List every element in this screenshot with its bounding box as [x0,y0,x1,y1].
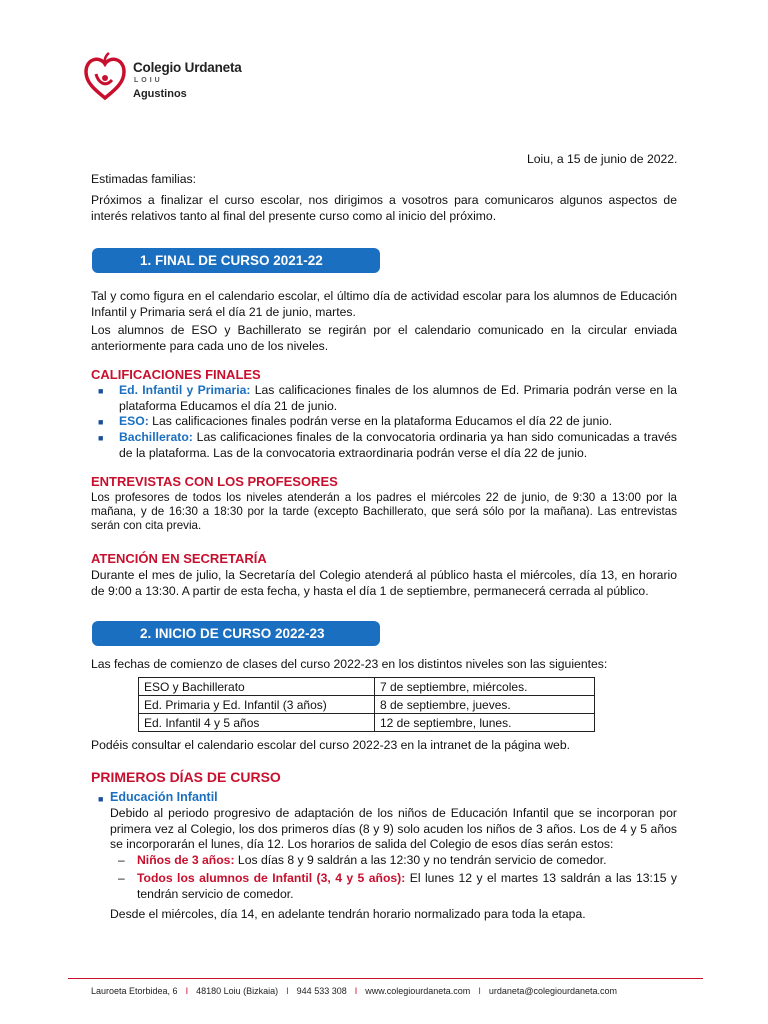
footer-email-link[interactable]: urdaneta@colegiourdaneta.com [488,986,618,996]
bullet-icon: ■ [98,433,104,443]
calificacion-text: Las calificaciones finales podrán verse en la plataforma Educamos el día 22 de junio. [148,414,613,428]
footer-address: Lauroeta Etorbidea, 6 [91,986,178,996]
logo-sub: LOIU [134,77,163,84]
footer-separator: I [354,986,358,996]
section-1-paragraph-1: Tal y como figura en el calendario escolar, el último día de actividad escolar para los alumnos de Educación Infantil y Primaria será el día 21 de junio, martes. [91,289,677,319]
primeros-text: Debido al periodo progresivo de adaptación de los niños de Educación Infantil que se incorporan por primera vez al Colegio, los dos primeros días (8 y 9) solo acuden los niños de 3 años. Los de 4 y 5 años se incorporarán el lunes, día 12. Los horarios de salida del Colegio de esos días serán estos: [110,806,677,851]
primeros-item-text: El lunes 12 y el martes 13 saldrán a las 13:15 y tendrán servicio de comedor. [137,871,678,901]
calificacion-item [119,383,677,414]
bullet-icon: ■ [98,417,104,427]
logo [78,50,132,104]
calificacion-item [119,414,677,430]
primeros-item [137,853,677,869]
greeting: Estimadas familias: [91,172,196,186]
dash-marker: – [118,871,125,885]
footer [91,986,617,996]
bullet-icon: ■ [98,794,104,804]
logo-name: Colegio Urdaneta [133,60,242,75]
secretaria-text: Durante el mes de julio, la Secretaría del Colegio atenderá al público hasta el miércoles, día 13, en horario de 9:00 a 13:30. A partir de esta fecha, y hasta el día 1 de septiembre, permanecerá cerrada al público. [91,568,677,598]
start-dates-table [138,677,595,732]
letter-date: Loiu, a 15 de junio de 2022. [527,152,678,166]
section-1-banner: 1. FINAL DE CURSO 2021-22 [92,248,380,273]
calificacion-text: Las calificaciones finales de los alumnos de Ed. Primaria podrán verse en la plataforma Educamos el día 21 de junio. [119,383,677,413]
footer-phone: 944 533 308 [296,986,347,996]
calificacion-text: Las calificaciones finales de la convocatoria ordinaria ya han sido comunicadas a través de la plataforma. Las de la convocatoria extraordinaria podrán verse el día 22 de junio. [119,430,677,460]
logo-sub2: Agustinos [133,88,187,100]
table-cell: 7 de septiembre, miércoles. [375,678,595,696]
bullet-icon: ■ [98,386,104,396]
primeros-item-label: Todos los alumnos de Infantil (3, 4 y 5 años): [137,871,406,885]
footer-separator: I [185,986,189,996]
table-cell: 12 de septiembre, lunes. [375,714,595,732]
primeros-heading: PRIMEROS DÍAS DE CURSO [91,769,281,785]
calificacion-label: Bachillerato: [119,430,193,444]
secretaria-heading: ATENCIÓN EN SECRETARÍA [91,551,267,566]
footer-separator: I [286,986,289,996]
table-cell: 8 de septiembre, jueves. [375,696,595,714]
table-row [139,714,595,732]
primeros-item-text: Los días 8 y 9 saldrán a las 12:30 y no tendrán servicio de comedor. [234,853,607,867]
entrevistas-heading: ENTREVISTAS CON LOS PROFESORES [91,474,338,489]
footer-web-link[interactable]: www.colegiourdaneta.com [365,986,471,996]
table-cell: Ed. Primaria y Ed. Infantil (3 años) [139,696,375,714]
table-row [139,678,595,696]
calificacion-label: ESO: [119,414,149,428]
footer-separator: I [478,986,481,996]
dash-marker: – [118,853,125,867]
primeros-item-label: Niños de 3 años: [137,853,235,867]
table-cell: Ed. Infantil 4 y 5 años [139,714,375,732]
table-cell: ESO y Bachillerato [139,678,375,696]
footer-city: 48180 Loiu (Bizkaia) [196,986,279,996]
calificacion-item [119,430,677,461]
primeros-item [137,871,677,902]
entrevistas-text: Los profesores de todos los niveles atenderán a los padres el miércoles 22 de junio, de 9:30 a 13:00 por la mañana, y de 16:30 a 18:30 por la tarde (excepto Bachillerato, que será sólo por la mañana). Las entrevistas serán con cita previa. [91,491,677,532]
calificaciones-heading: CALIFICACIONES FINALES [91,367,261,382]
section-1-paragraph-2: Los alumnos de ESO y Bachillerato se regirán por el calendario comunicado en la circular enviada anteriormente para cada uno de los niveles. [91,323,677,353]
footer-divider [68,978,703,979]
section-2-banner: 2. INICIO DE CURSO 2022-23 [92,621,380,646]
educacion-infantil-subheading: Educación Infantil [110,790,218,804]
table-row [139,696,595,714]
heart-apple-icon [78,50,132,104]
section-2-intro: Las fechas de comienzo de clases del curso 2022-23 en los distintos niveles son las siguientes: [91,657,608,671]
intro-paragraph: Próximos a finalizar el curso escolar, nos dirigimos a vosotros para comunicaros algunos aspectos de interés relativos tanto al final del presente curso como al inicio del próximo. [91,193,677,223]
calificacion-label: Ed. Infantil y Primaria: [119,383,251,397]
after-table-text: Podéis consultar el calendario escolar del curso 2022-23 en la intranet de la página web. [91,738,571,752]
primeros-closing: Desde el miércoles, día 14, en adelante tendrán horario normalizado para toda la etapa. [110,907,586,921]
